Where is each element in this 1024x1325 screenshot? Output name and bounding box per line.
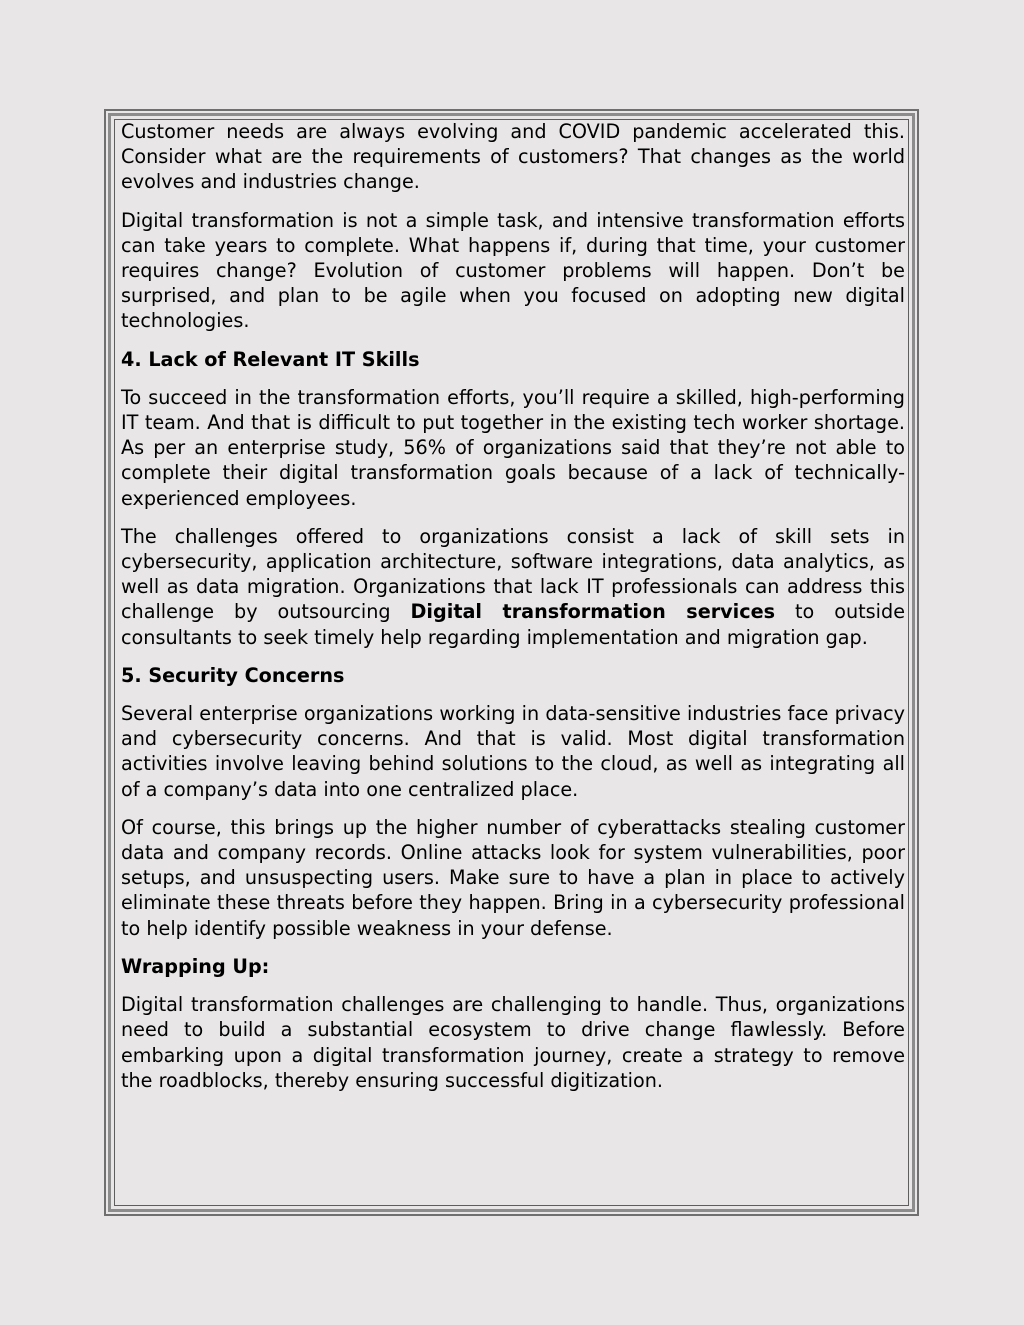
paragraph-skill-challenges (121, 524, 905, 650)
paragraph-it-team: To succeed in the transformation efforts, you’ll require a skilled, high-performing IT team. And that is difficult to put together in the existing tech worker shortage. As per an enterprise study, 56% of organizations said that they’re not able to complete their digital transformation goals because of a lack of technically-experienced employees. (121, 385, 905, 510)
heading-lack-of-it-skills: 4. Lack of Relevant IT Skills (121, 347, 420, 371)
heading-security-concerns: 5. Security Concerns (121, 663, 345, 687)
document-body (121, 119, 905, 1106)
paragraph-conclusion: Digital transformation challenges are challenging to handle. Thus, organizations need to build a substantial ecosystem to drive change flawlessly. Before embarking upon a digital transformation journey, create a strategy to remove the roadblocks, thereby ensuring successful digitization. (121, 993, 905, 1092)
paragraph-digital-transformation-task: Digital transformation is not a simple task, and intensive transformation efforts can take years to complete. What happens if, during that time, your customer requires change? Evolution of customer problems will happen. Don’t be surprised, and plan to be agile when you focused on adopting new digital technologies. (121, 208, 905, 333)
paragraph-privacy-concerns: Several enterprise organizations working in data-sensitive industries face privacy and cybersecurity concerns. And that is valid. Most digital transformation activities involve leaving behind solutions to the cloud, as well as integrating all of a company’s data into one centralized place. (121, 702, 905, 801)
paragraph-skill-challenges-text: The challenges offered to organizations consist a lack of skill sets in cybersecurity, application architecture, software integrations, data analytics, as well as data migration. Organizations that lack IT professionals can address this challenge by outsourcing (121, 524, 905, 624)
paragraph-skill-challenges-end: to outside consultants to seek timely help regarding implementation and migration gap. (121, 600, 905, 649)
bold-digital-transformation-services: Digital transformation services (410, 600, 776, 624)
paragraph-cyberattacks: Of course, this brings up the higher number of cyberattacks stealing customer data and company records. Online attacks look for system vulnerabilities, poor setups, and unsuspecting users. Make sure to have a plan in place to actively eliminate these threats before they happen. Bring in a cybersecurity professional to help identify possible weakness in your defense. (121, 815, 905, 940)
heading-wrapping-up: Wrapping Up: (121, 954, 270, 978)
paragraph-customer-needs: Customer needs are always evolving and COVID pandemic accelerated this. Consider what are the requirements of customers? That changes as the world evolves and industries change. (121, 120, 905, 194)
